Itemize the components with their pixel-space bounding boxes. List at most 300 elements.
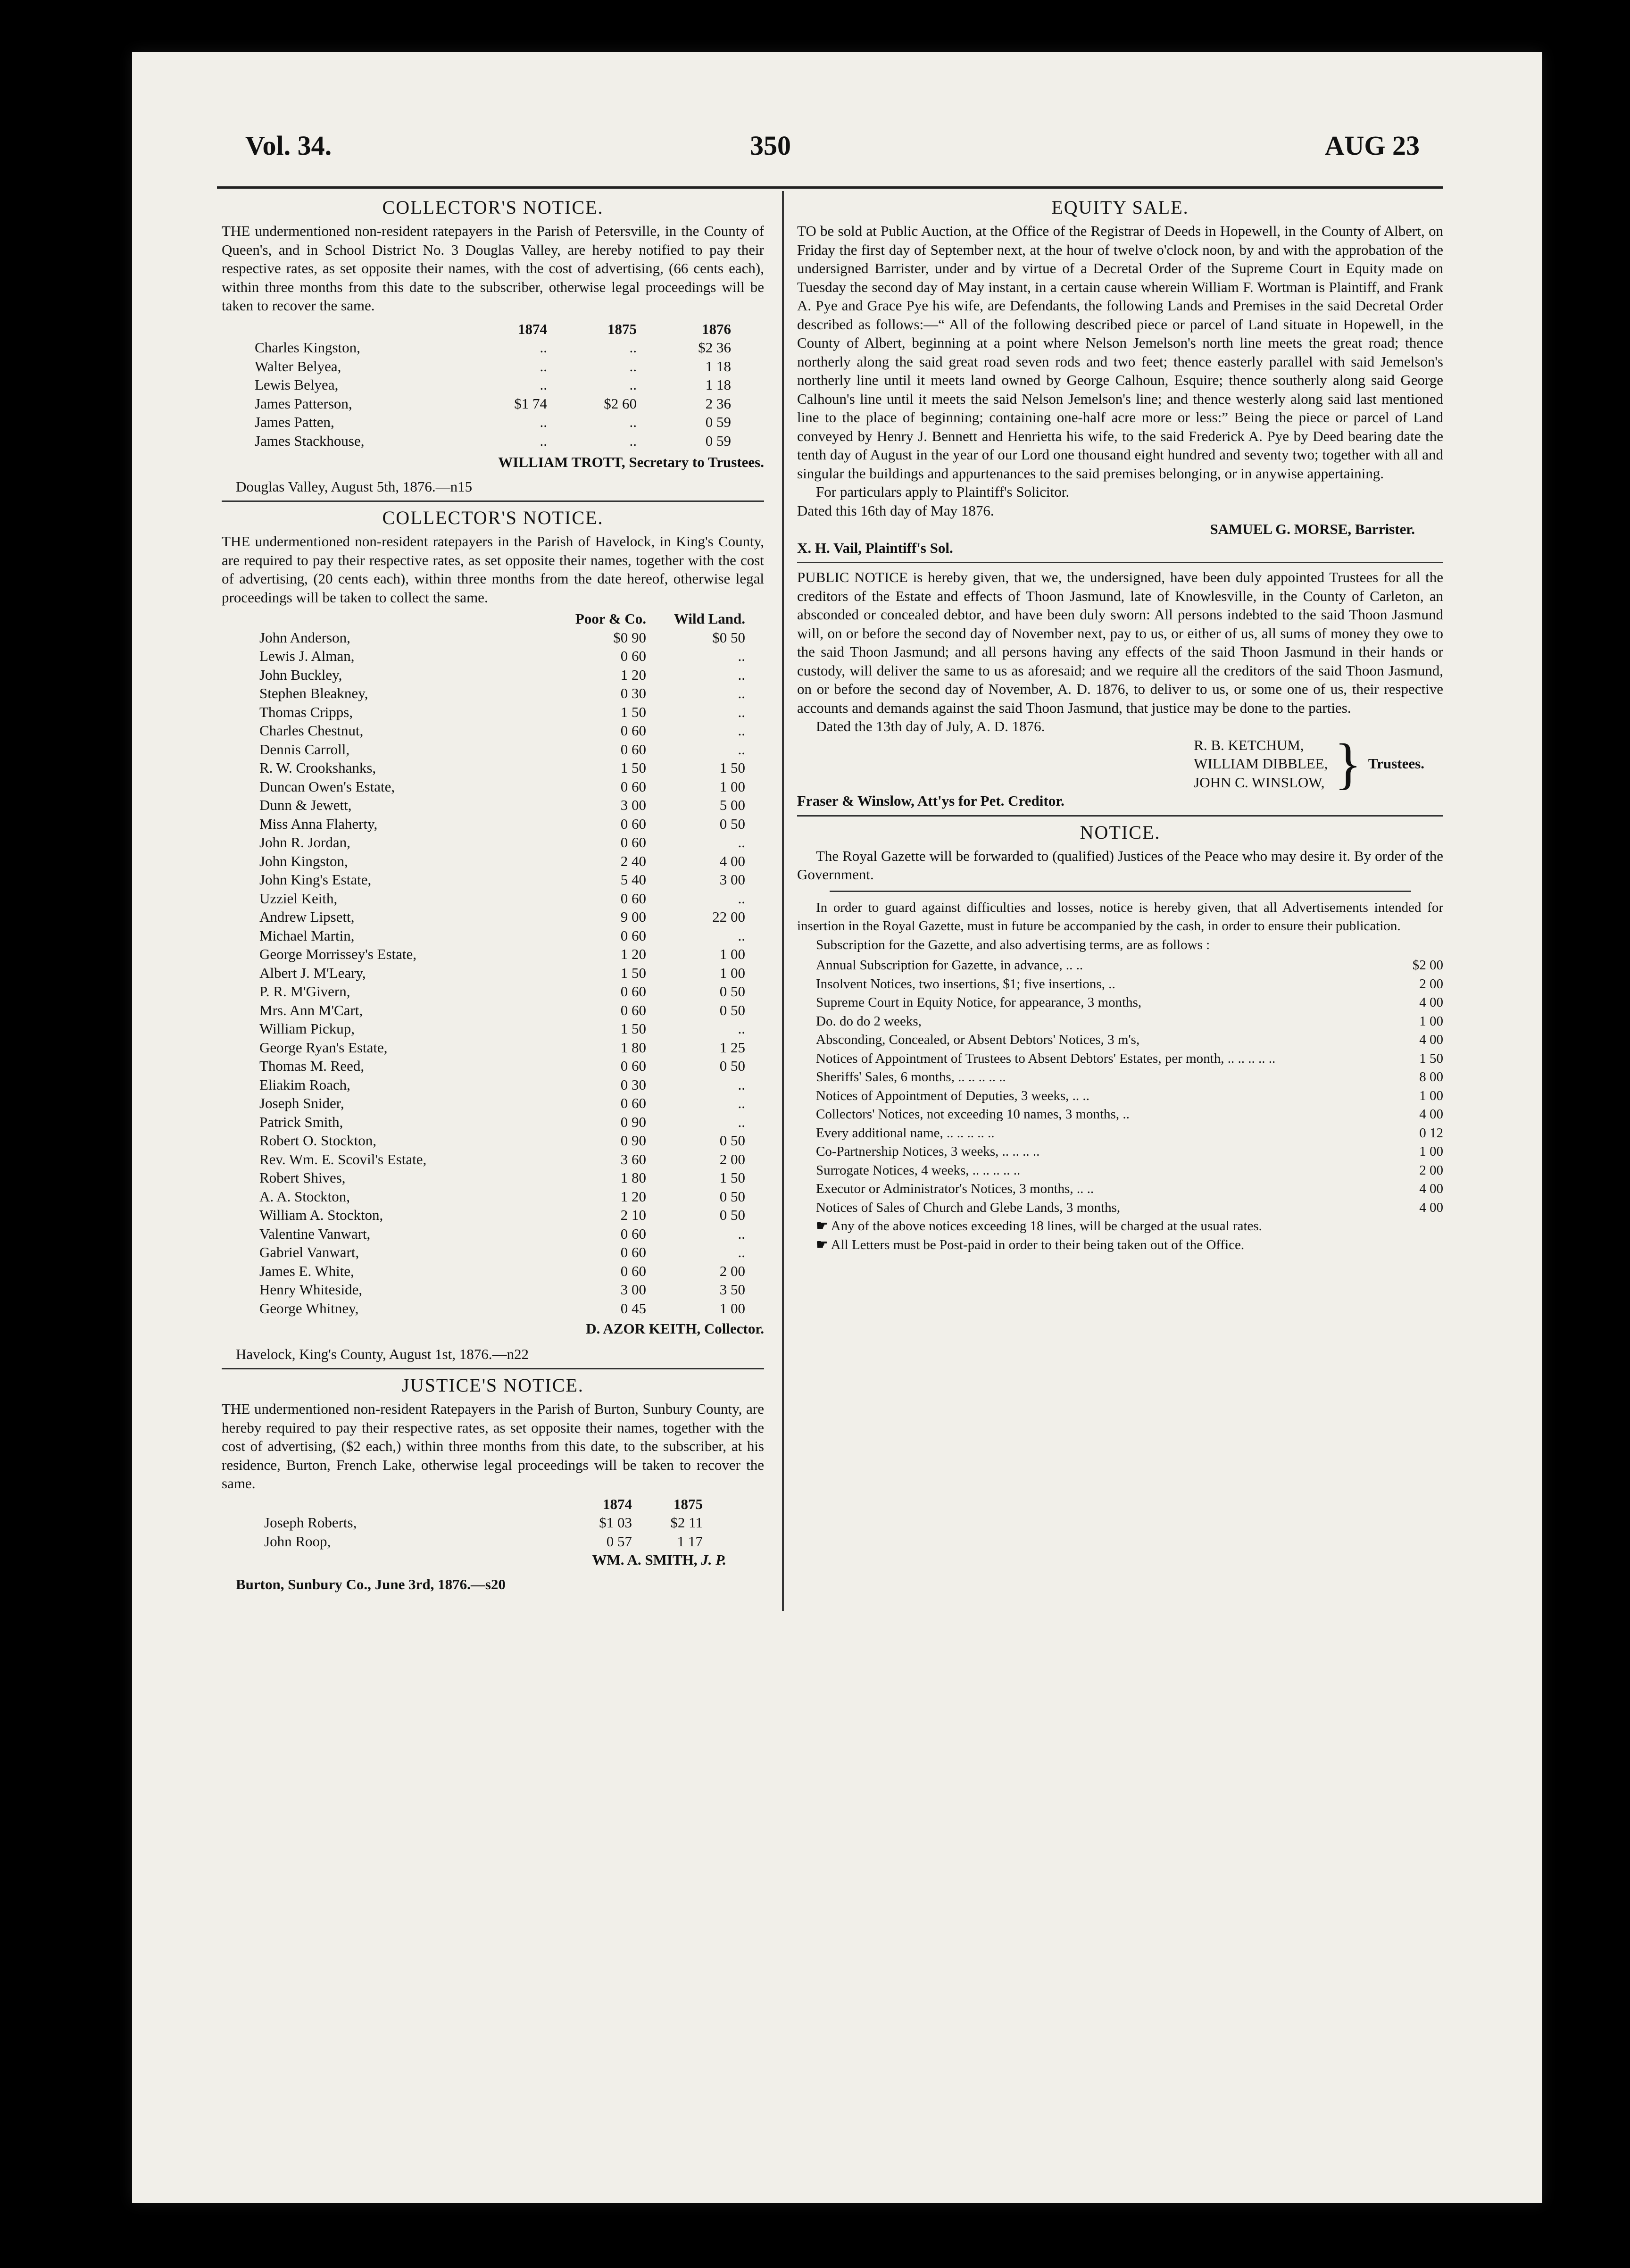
column-header: 1876: [702, 320, 731, 337]
rate-cell: 1 50: [620, 1020, 646, 1037]
table-row: [259, 684, 745, 703]
equity-sale-notice: [797, 196, 1443, 557]
rate-cell: 1 00: [719, 1300, 745, 1317]
rate-cell: ..: [738, 1076, 745, 1093]
ratepayer-name: Miss Anna Flaherty,: [259, 815, 378, 832]
rate-cell: 2 10: [620, 1207, 646, 1223]
signature-name: WM. A. SMITH,: [592, 1551, 698, 1568]
ratepayer-name: Lewis J. Alman,: [259, 648, 355, 664]
rate-cell: 1 18: [705, 358, 731, 375]
ratepayer-name: Joseph Roberts,: [264, 1514, 357, 1531]
section-divider: [797, 815, 1443, 817]
justice-notice-burton: [222, 1374, 764, 1593]
rate-cell: 0 50: [719, 1001, 745, 1018]
rates-table: [259, 609, 745, 1317]
rate-cell: $0 90: [613, 629, 646, 646]
short-divider: [830, 891, 1411, 892]
rate-cell: 0 60: [620, 983, 646, 1000]
rate-label: Co-Partnership Notices, 3 weeks, .. .. .. ..: [816, 1144, 1040, 1159]
rate-row: [816, 993, 1443, 1012]
rate-cell: $2 36: [698, 339, 731, 356]
table-row: [255, 432, 731, 450]
rate-cell: 0 50: [719, 1188, 745, 1205]
rate-cell: 1 50: [620, 964, 646, 981]
table-header-row: [255, 320, 731, 339]
rate-row: [816, 1142, 1443, 1161]
rate-cell: 0 60: [620, 1095, 646, 1111]
pointing-hand-icon: ☛: [816, 1218, 828, 1234]
table-header-row: [264, 1495, 703, 1514]
table-row: [255, 394, 731, 413]
signature: D. AZOR KEITH, Collector.: [586, 1320, 764, 1337]
rate-cell: 0 60: [620, 1262, 646, 1279]
gazette-notice: [797, 821, 1443, 1255]
notice-body: TO be sold at Public Auction, at the Office of the Registrar of Deeds in Hopewell, in the County of Albert, on Friday the first day of September next, at the hour of twelve o'clock noon, by and with the approbation of the undersigned Barrister, under and by virtue of a Decretal Order of the Supreme Court in Equity made on Tuesday the second day of May instant, in a certain cause wherein William F. Wortman is Plaintiff, and Frank A. Pye and Grace Pye his wife, are Defendants, the following Lands and Premises in the said Decretal Order described as follows:—“ All of the following described piece or parcel of Land situate in Hopewell, in the County of Albert, beginning at a point where Nelson Jemelson's north line meets the great road; thence northerly along the said great road seven rods and two feet; thence easterly parallel with said Jemelson's northerly line until it meets land owned by George Calhoun, Esquire; thence southerly along said George Calhoun's line until it meets the said Nelson Jemelson's line; and thence westerly along said last mentioned line to the place of beginning; containing one-half acre more or less:” Being the piece or parcel of Land conveyed by Henry J. Bennett and Henrietta his wife, to the said Frederick A. Pye by Deed bearing date the tenth day of August in the year of our Lord one thousand eight hundred and seventy two; together with all and singular the buildings and appurtenances to the said premises belonging, or in anywise appertaining.: [797, 223, 1443, 482]
dated: Dated the 13th day of July, A. D. 1876.: [816, 718, 1045, 734]
rate-cell: 3 60: [620, 1151, 646, 1167]
ratepayer-name: George Whitney,: [259, 1300, 359, 1317]
rates-table: [255, 320, 731, 450]
right-column: [797, 193, 1443, 1254]
ratepayer-name: James Patterson,: [255, 395, 352, 412]
rate-label: Notices of Appointment of Deputies, 3 weeks, .. ..: [816, 1088, 1089, 1103]
ratepayer-name: Rev. Wm. E. Scovil's Estate,: [259, 1151, 427, 1167]
rate-cell: ..: [540, 432, 547, 449]
ratepayer-name: Robert O. Stockton,: [259, 1132, 376, 1149]
notice-footnote: [797, 1236, 1443, 1255]
ratepayer-name: Michael Martin,: [259, 927, 355, 944]
rate-label: Insolvent Notices, two insertions, $1; five insertions, ..: [816, 976, 1115, 992]
table-row: [259, 703, 745, 722]
rate-row: [816, 1068, 1443, 1087]
rate-cell: 1 20: [620, 1188, 646, 1205]
ratepayer-name: William A. Stockton,: [259, 1207, 383, 1223]
rate-cell: 1 00: [719, 946, 745, 962]
rate-cell: $1 74: [514, 395, 547, 412]
section-divider: [222, 500, 764, 502]
table-row: [259, 889, 745, 908]
attorneys: Fraser & Winslow, Att'ys for Pet. Creditor.: [797, 792, 1064, 809]
rate-cell: 0 50: [719, 1132, 745, 1149]
rate-cell: 1 50: [719, 1169, 745, 1186]
rate-cell: 0 60: [620, 722, 646, 739]
signature: WILLIAM TROTT, Secretary to Trustees.: [498, 454, 764, 470]
rate-label: Collectors' Notices, not exceeding 10 names, 3 months, ..: [816, 1107, 1130, 1122]
notice-body: THE undermentioned non-resident Ratepayers in the Parish of Burton, Sunbury County, are hereby required to pay their respective rates, as set opposite their names, together with the cost of advertising, ($2 each,) within three months from this date, to the subscriber, at his residence, Burton, French Lake, otherwise legal proceedings will be taken to recover the same.: [222, 1401, 764, 1492]
table-row: [259, 1280, 745, 1299]
rate-cell: 2 00: [719, 1262, 745, 1279]
rate-cell: 0 60: [620, 1001, 646, 1018]
rate-label: Do. do do 2 weeks,: [816, 1013, 922, 1029]
section-divider: [797, 562, 1443, 563]
ratepayer-name: John Anderson,: [259, 629, 350, 646]
notice-paragraph: Subscription for the Gazette, and also advertising terms, are as follows :: [816, 937, 1210, 952]
rate-cell: ..: [738, 927, 745, 944]
rate-label: Supreme Court in Equity Notice, for appearance, 3 months,: [816, 995, 1142, 1010]
table-row: [259, 740, 745, 759]
table-row: [259, 647, 745, 666]
column-header: 1874: [518, 320, 547, 337]
ratepayer-name: Lewis Belyea,: [255, 376, 339, 393]
rate-amount: 1 00: [1419, 1013, 1443, 1029]
notice-body: THE undermentioned non-resident ratepayers in the Parish of Havelock, in King's County, are required to pay their respective rates, as set opposite their names, together with the cost of advertising, (20 cents each), within three months from the date hereof, otherwise legal proceedings will be taken to collect the same.: [222, 533, 764, 606]
rate-cell: ..: [738, 1113, 745, 1130]
rate-cell: 1 20: [620, 946, 646, 962]
table-row: [259, 1094, 745, 1113]
table-row: [259, 1206, 745, 1225]
rate-cell: ..: [738, 741, 745, 758]
rate-row: [816, 1087, 1443, 1106]
table-row: [259, 870, 745, 889]
rate-cell: 0 30: [620, 1076, 646, 1093]
rate-cell: ..: [629, 339, 637, 356]
rate-cell: 1 20: [620, 666, 646, 683]
column-header: 1875: [674, 1495, 703, 1512]
rates-table: [264, 1495, 703, 1551]
page-number: 350: [750, 130, 791, 161]
rate-row: [816, 1180, 1443, 1199]
trustees-block: [797, 732, 1424, 795]
gazette-page: [132, 52, 1542, 2203]
table-row: [259, 1299, 745, 1318]
solicitor: X. H. Vail, Plaintiff's Sol.: [797, 539, 953, 556]
table-header-row: [259, 609, 745, 628]
dateline: Burton, Sunbury Co., June 3rd, 1876.—s20: [236, 1576, 506, 1593]
rate-label: Surrogate Notices, 4 weeks, .. .. .. .. ..: [816, 1162, 1021, 1178]
rate-amount: 4 00: [1419, 1200, 1443, 1215]
ratepayer-name: John King's Estate,: [259, 871, 372, 888]
rate-label: Every additional name, .. .. .. .. ..: [816, 1125, 995, 1141]
table-row: [264, 1513, 703, 1532]
rate-cell: 1 80: [620, 1039, 646, 1056]
rate-amount: 4 00: [1419, 1107, 1443, 1122]
table-row: [259, 1113, 745, 1132]
public-notice-trustees: [797, 568, 1443, 810]
rate-cell: ..: [540, 339, 547, 356]
rate-amount: 0 12: [1419, 1125, 1443, 1141]
table-row: [264, 1532, 703, 1551]
ratepayer-name: Robert Shives,: [259, 1169, 346, 1186]
rate-row: [816, 956, 1443, 975]
rate-label: Notices of Sales of Church and Glebe Lands, 3 months,: [816, 1200, 1121, 1215]
ratepayer-name: Joseph Snider,: [259, 1095, 344, 1111]
column-header: Wild Land.: [674, 610, 745, 627]
ratepayer-name: Mrs. Ann M'Cart,: [259, 1001, 363, 1018]
rate-amount: 2 00: [1419, 1162, 1443, 1178]
rate-amount: 8 00: [1419, 1069, 1443, 1084]
ratepayer-name: John Buckley,: [259, 666, 342, 683]
table-row: [255, 413, 731, 432]
rate-cell: ..: [738, 1244, 745, 1260]
table-row: [259, 833, 745, 852]
rate-cell: 0 57: [606, 1533, 632, 1550]
rate-amount: 2 00: [1419, 976, 1443, 992]
rate-cell: 4 00: [719, 852, 745, 869]
table-row: [259, 1225, 745, 1243]
rate-cell: 3 00: [719, 871, 745, 888]
rate-cell: 0 60: [620, 890, 646, 907]
table-row: [259, 777, 745, 796]
ratepayer-name: Thomas M. Reed,: [259, 1058, 365, 1074]
column-header: 1874: [603, 1495, 632, 1512]
ratepayer-name: James Patten,: [255, 414, 334, 430]
table-row: [259, 1001, 745, 1020]
rate-cell: ..: [738, 648, 745, 664]
rate-cell: 0 60: [620, 778, 646, 795]
rate-amount: 4 00: [1419, 1181, 1443, 1196]
ratepayer-name: R. W. Crookshanks,: [259, 759, 376, 776]
trustees-label: Trustees.: [1368, 755, 1424, 772]
ratepayer-name: James Stackhouse,: [255, 432, 365, 449]
rate-cell: 3 00: [620, 1281, 646, 1298]
rate-cell: ..: [629, 432, 637, 449]
table-row: [259, 1168, 745, 1187]
dateline: Havelock, King's County, August 1st, 1876.—n22: [236, 1345, 529, 1362]
rate-cell: 0 30: [620, 685, 646, 701]
signature: [222, 1551, 726, 1569]
column-divider: [782, 191, 784, 1611]
ratepayer-name: A. A. Stockton,: [259, 1188, 350, 1205]
ratepayer-name: Andrew Lipsett,: [259, 909, 355, 925]
rate-label: Notices of Appointment of Trustees to Absent Debtors' Estates, per month, .. .. .. .. ..: [816, 1051, 1276, 1066]
pointing-hand-icon: ☛: [816, 1237, 828, 1252]
rate-cell: 9 00: [620, 909, 646, 925]
rate-cell: $1 03: [599, 1514, 632, 1531]
table-row: [259, 908, 745, 926]
collector-notice-petersville: [222, 196, 764, 496]
rate-cell: 0 50: [719, 1207, 745, 1223]
issue-date: AUG 23: [1324, 130, 1420, 161]
rate-row: [816, 1012, 1443, 1031]
rate-cell: 1 80: [620, 1169, 646, 1186]
rate-cell: 0 60: [620, 815, 646, 832]
table-row: [259, 1038, 745, 1057]
rate-label: Sheriffs' Sales, 6 months, .. .. .. .. ..: [816, 1069, 1006, 1084]
ratepayer-name: James E. White,: [259, 1262, 354, 1279]
rate-cell: ..: [540, 358, 547, 375]
column-header: Poor & Co.: [575, 610, 646, 627]
table-row: [259, 1243, 745, 1262]
notice-body: PUBLIC NOTICE is hereby given, that we, the undersigned, have been duly appointed Trustees for all the creditors of the Estate and effects of Thoon Jasmund, late of Knowlesville, in the County of Carleton, an absconded or concealed debtor, and have been duly sworn: All persons indebted to the said Thoon Jasmund will, on or before the second day of November next, pay to us, or either of us, all sums of money they owe to the said Thoon Jasmund; and all persons having any effects of the said Thoon Jasmund in their hands or custody, will deliver the same to us as aforesaid; and we require all the creditors of the said Thoon Jasmund, on or before the second day of November, A. D. 1876, to deliver to us, or some one of us, their respective accounts and demands against the said Thoon Jasmund, that justice may be done to the parties.: [797, 569, 1443, 716]
ratepayer-name: Stephen Bleakney,: [259, 685, 368, 701]
table-row: [259, 1187, 745, 1206]
rate-cell: 0 60: [620, 1225, 646, 1242]
ratepayer-name: George Morrissey's Estate,: [259, 946, 417, 962]
rate-cell: 1 25: [719, 1039, 745, 1056]
brace-glyph: }: [1334, 732, 1362, 795]
notice-paragraph: In order to guard against difficulties and losses, notice is hereby given, that all Advertisements intended for insertion in the Royal Gazette, must in future be accompanied by the cash, in order to ensure their publication.: [797, 900, 1443, 934]
page-header: [132, 130, 1542, 172]
table-row: [259, 796, 745, 815]
table-row: [259, 1131, 745, 1150]
trustee-name: R. B. KETCHUM,: [1194, 736, 1304, 753]
rate-cell: 0 90: [620, 1113, 646, 1130]
rate-cell: 0 60: [620, 834, 646, 850]
rate-cell: 1 18: [705, 376, 731, 393]
rate-row: [816, 1031, 1443, 1050]
ratepayer-name: Henry Whiteside,: [259, 1281, 363, 1298]
rate-cell: 1 00: [719, 964, 745, 981]
rate-cell: 2 00: [719, 1151, 745, 1167]
rate-cell: 0 60: [620, 1244, 646, 1260]
rate-cell: 0 59: [705, 432, 731, 449]
dateline: Douglas Valley, August 5th, 1876.—n15: [236, 478, 473, 495]
table-row: [259, 1262, 745, 1281]
rate-cell: 0 50: [719, 815, 745, 832]
ratepayer-name: P. R. M'Givern,: [259, 983, 350, 1000]
ratepayer-name: Albert J. M'Leary,: [259, 964, 366, 981]
table-row: [259, 945, 745, 964]
notice-title: NOTICE.: [1080, 821, 1161, 843]
ratepayer-name: John R. Jordan,: [259, 834, 350, 850]
particulars: For particulars apply to Plaintiff's Solicitor.: [816, 484, 1070, 500]
table-row: [255, 357, 731, 376]
notice-title: COLLECTOR'S NOTICE.: [382, 197, 604, 218]
rate-cell: 3 50: [719, 1281, 745, 1298]
rate-cell: ..: [629, 358, 637, 375]
rate-amount: 1 00: [1419, 1144, 1443, 1159]
notice-title: EQUITY SALE.: [1051, 197, 1189, 218]
rate-cell: 5 40: [620, 871, 646, 888]
rate-label: Executor or Administrator's Notices, 3 months, .. ..: [816, 1181, 1094, 1196]
ratepayer-name: John Roop,: [264, 1533, 331, 1550]
ratepayer-name: Thomas Cripps,: [259, 703, 353, 720]
trustee-name: JOHN C. WINSLOW,: [1194, 774, 1325, 791]
rate-cell: 22 00: [712, 909, 745, 925]
rate-cell: 3 00: [620, 797, 646, 813]
advertising-rates: [816, 956, 1443, 1217]
rate-cell: 1 17: [677, 1533, 703, 1550]
rate-row: [816, 1050, 1443, 1068]
table-row: [259, 982, 745, 1001]
rate-row: [816, 1161, 1443, 1180]
rate-cell: ..: [738, 834, 745, 850]
ratepayer-name: Charles Chestnut,: [259, 722, 364, 739]
rate-cell: ..: [629, 414, 637, 430]
ratepayer-name: Dennis Carroll,: [259, 741, 350, 758]
collector-notice-havelock: [222, 507, 764, 1363]
rate-label: Absconding, Concealed, or Absent Debtors' Notices, 3 m's,: [816, 1032, 1140, 1047]
rate-cell: ..: [738, 1095, 745, 1111]
signature-title: J. P.: [701, 1551, 726, 1568]
rate-row: [816, 1124, 1443, 1143]
ratepayer-name: Gabriel Vanwart,: [259, 1244, 359, 1260]
table-row: [259, 1019, 745, 1038]
trustee-list: [1194, 736, 1328, 792]
rate-cell: ..: [738, 703, 745, 720]
ratepayer-name: Valentine Vanwart,: [259, 1225, 371, 1242]
ratepayer-name: John Kingston,: [259, 852, 348, 869]
rate-cell: 0 59: [705, 414, 731, 430]
trustee-name: WILLIAM DIBBLEE,: [1194, 755, 1328, 772]
rate-cell: 1 50: [620, 703, 646, 720]
rate-cell: 2 36: [705, 395, 731, 412]
rate-label: Annual Subscription for Gazette, in advance, .. ..: [816, 958, 1083, 973]
rate-cell: 0 50: [719, 983, 745, 1000]
rate-cell: ..: [540, 376, 547, 393]
rate-cell: ..: [738, 666, 745, 683]
table-row: [259, 815, 745, 834]
rate-cell: 0 60: [620, 741, 646, 758]
rate-cell: ..: [738, 1020, 745, 1037]
rate-cell: $2 11: [670, 1514, 703, 1531]
rate-cell: 0 60: [620, 648, 646, 664]
rate-cell: 2 40: [620, 852, 646, 869]
rate-row: [816, 975, 1443, 994]
ratepayer-name: Duncan Owen's Estate,: [259, 778, 395, 795]
table-row: [255, 338, 731, 357]
table-row: [259, 1057, 745, 1076]
rate-cell: $0 50: [712, 629, 745, 646]
rate-cell: ..: [738, 722, 745, 739]
rate-cell: ..: [738, 890, 745, 907]
ratepayer-name: Charles Kingston,: [255, 339, 360, 356]
table-row: [259, 721, 745, 740]
table-row: [259, 759, 745, 777]
rate-row: [816, 1105, 1443, 1124]
ratepayer-name: Walter Belyea,: [255, 358, 341, 375]
rate-amount: $2 00: [1412, 958, 1443, 973]
notice-title: COLLECTOR'S NOTICE.: [382, 507, 604, 528]
column-header: 1875: [607, 320, 637, 337]
rate-cell: 0 60: [620, 927, 646, 944]
rate-amount: 4 00: [1419, 995, 1443, 1010]
rate-cell: 1 50: [620, 759, 646, 776]
rate-cell: 1 00: [719, 778, 745, 795]
table-row: [255, 375, 731, 394]
signature: SAMUEL G. MORSE, Barrister.: [1210, 521, 1415, 537]
rate-cell: 0 50: [719, 1058, 745, 1074]
rate-cell: ..: [738, 1225, 745, 1242]
ratepayer-name: Eliakim Roach,: [259, 1076, 350, 1093]
rate-amount: 1 50: [1419, 1051, 1443, 1066]
notice-title: JUSTICE'S NOTICE.: [402, 1375, 584, 1396]
notice-footnote: [797, 1217, 1443, 1236]
section-divider: [222, 1368, 764, 1369]
table-row: [259, 964, 745, 983]
table-row: [259, 1076, 745, 1094]
footnote-text: All Letters must be Post-paid in order to their being taken out of the Office.: [831, 1237, 1245, 1252]
ratepayer-name: William Pickup,: [259, 1020, 355, 1037]
dated: Dated this 16th day of May 1876.: [797, 502, 994, 519]
rate-cell: 0 45: [620, 1300, 646, 1317]
header-rule: [217, 186, 1443, 189]
table-row: [259, 852, 745, 871]
rate-cell: $2 60: [604, 395, 637, 412]
ratepayer-name: George Ryan's Estate,: [259, 1039, 388, 1056]
rate-amount: 4 00: [1419, 1032, 1443, 1047]
table-row: [259, 1150, 745, 1169]
rate-row: [816, 1199, 1443, 1217]
ratepayer-name: Patrick Smith,: [259, 1113, 343, 1130]
rate-cell: 0 60: [620, 1058, 646, 1074]
rate-cell: 5 00: [719, 797, 745, 813]
rate-cell: ..: [738, 685, 745, 701]
ratepayer-name: Uzziel Keith,: [259, 890, 338, 907]
footnote-text: Any of the above notices exceeding 18 lines, will be charged at the usual rates.: [831, 1218, 1262, 1234]
rate-cell: 0 90: [620, 1132, 646, 1149]
rate-amount: 1 00: [1419, 1088, 1443, 1103]
table-row: [259, 628, 745, 647]
volume-number: Vol. 34.: [245, 130, 332, 161]
table-row: [259, 666, 745, 684]
notice-paragraph: The Royal Gazette will be forwarded to (qualified) Justices of the Peace who may desire it. By order of the Government.: [797, 847, 1443, 883]
rate-cell: 1 50: [719, 759, 745, 776]
rate-cell: ..: [540, 414, 547, 430]
notice-body: THE undermentioned non-resident ratepayers in the Parish of Petersville, in the County of Queen's, and in School District No. 3 Douglas Valley, are hereby notified to pay their respective rates, as set opposite their names, with the cost of advertising, (66 cents each), within three months from this date to the subscriber, otherwise legal proceedings will be taken to recover the same.: [222, 223, 764, 314]
left-column: [222, 193, 764, 1593]
table-row: [259, 926, 745, 945]
